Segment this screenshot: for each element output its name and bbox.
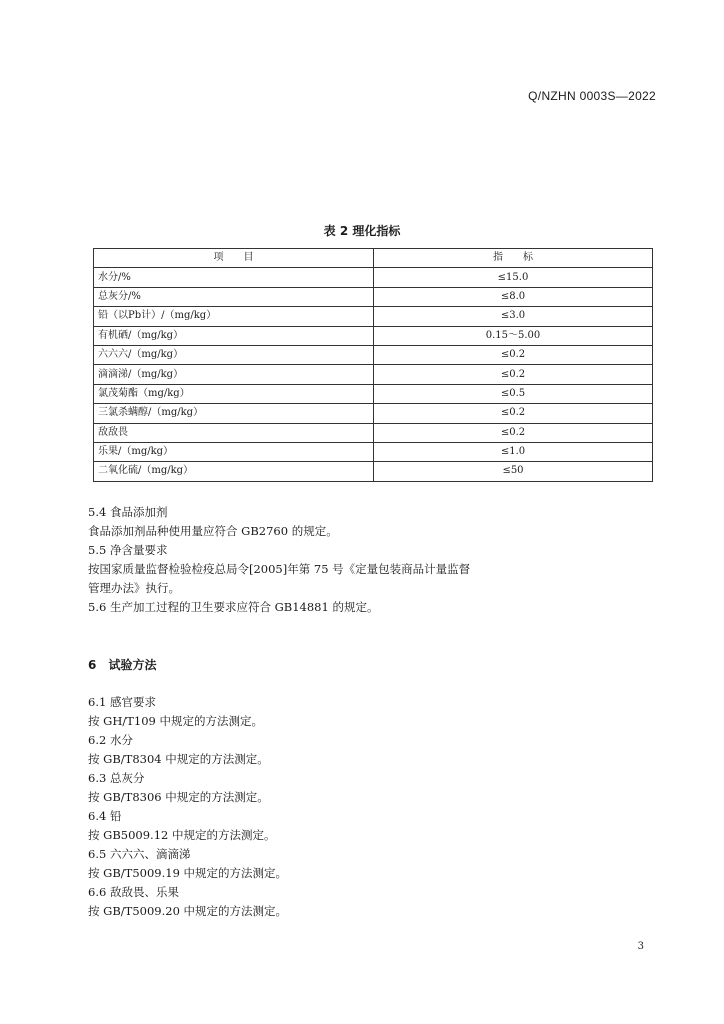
row-item: 氯茂菊酯（mg/kg） bbox=[94, 384, 374, 403]
column-header-value: 指 标 bbox=[374, 249, 653, 268]
specification-table bbox=[93, 248, 653, 482]
table-header-row bbox=[94, 249, 653, 268]
clause-6-5-heading: 6.5 六六六、滴滴涕 bbox=[88, 847, 191, 861]
clause-6-2-text: 按 GB/T8304 中规定的方法测定。 bbox=[88, 752, 269, 766]
clause-6-1-text: 按 GH/T109 中规定的方法测定。 bbox=[88, 714, 264, 728]
row-value: ≤0.2 bbox=[374, 423, 653, 442]
table-row bbox=[94, 384, 653, 403]
table-row bbox=[94, 287, 653, 306]
clause-6-4-text: 按 GB5009.12 中规定的方法测定。 bbox=[88, 828, 276, 842]
clause-5-5-text-line2: 管理办法》执行。 bbox=[88, 581, 180, 595]
row-item: 有机硒/（mg/kg） bbox=[94, 326, 374, 345]
row-item: 总灰分/% bbox=[94, 287, 374, 306]
clause-6-6-heading: 6.6 敌敌畏、乐果 bbox=[88, 885, 179, 899]
row-value: ≤0.2 bbox=[374, 365, 653, 384]
row-value: ≤15.0 bbox=[374, 268, 653, 287]
row-value: ≤3.0 bbox=[374, 307, 653, 326]
clause-6-3-heading: 6.3 总灰分 bbox=[88, 771, 145, 785]
row-value: ≤50 bbox=[374, 462, 653, 481]
column-header-item: 项 目 bbox=[94, 249, 374, 268]
table-row bbox=[94, 462, 653, 481]
row-value: 0.15～5.00 bbox=[374, 326, 653, 345]
table-row bbox=[94, 442, 653, 461]
row-value: ≤0.2 bbox=[374, 404, 653, 423]
table-row bbox=[94, 268, 653, 287]
row-item: 二氧化硫/（mg/kg） bbox=[94, 462, 374, 481]
row-value: ≤0.2 bbox=[374, 345, 653, 364]
table-row bbox=[94, 326, 653, 345]
clause-6-2-heading: 6.2 水分 bbox=[88, 733, 133, 747]
clause-5-6-text: 5.6 生产加工过程的卫生要求应符合 GB14881 的规定。 bbox=[88, 600, 379, 614]
clause-6-1-heading: 6.1 感官要求 bbox=[88, 695, 156, 709]
section-6-heading: 6 试验方法 bbox=[88, 658, 157, 672]
clause-5-5-heading: 5.5 净含量要求 bbox=[88, 543, 168, 557]
clause-6-3-text: 按 GB/T8306 中规定的方法测定。 bbox=[88, 790, 269, 804]
clause-5-4-text: 食品添加剂品种使用量应符合 GB2760 的规定。 bbox=[88, 524, 338, 538]
table-row bbox=[94, 307, 653, 326]
table-row bbox=[94, 345, 653, 364]
clause-6-4-heading: 6.4 铅 bbox=[88, 809, 122, 823]
row-item: 六六六/（mg/kg） bbox=[94, 345, 374, 364]
table-row bbox=[94, 365, 653, 384]
table-row bbox=[94, 423, 653, 442]
clause-5-4-heading: 5.4 食品添加剂 bbox=[88, 505, 168, 519]
table-row bbox=[94, 404, 653, 423]
table-title: 表 2 理化指标 bbox=[323, 224, 401, 238]
row-item: 敌敌畏 bbox=[94, 423, 374, 442]
row-item: 乐果/（mg/kg） bbox=[94, 442, 374, 461]
row-item: 滴滴涕/（mg/kg） bbox=[94, 365, 374, 384]
row-item: 水分/% bbox=[94, 268, 374, 287]
document-code: Q/NZHN 0003S—2022 bbox=[528, 89, 656, 103]
clause-5-5-text-line1: 按国家质量监督检验检疫总局令[2005]年第 75 号《定量包装商品计量监督 bbox=[88, 562, 471, 576]
clause-6-6-text: 按 GB/T5009.20 中规定的方法测定。 bbox=[88, 904, 288, 918]
clause-6-5-text: 按 GB/T5009.19 中规定的方法测定。 bbox=[88, 866, 288, 880]
row-item: 铅（以Pb计）/（mg/kg） bbox=[94, 307, 374, 326]
page-number: 3 bbox=[637, 941, 644, 952]
row-item: 三氯杀螨醇/（mg/kg） bbox=[94, 404, 374, 423]
row-value: ≤0.5 bbox=[374, 384, 653, 403]
row-value: ≤1.0 bbox=[374, 442, 653, 461]
row-value: ≤8.0 bbox=[374, 287, 653, 306]
